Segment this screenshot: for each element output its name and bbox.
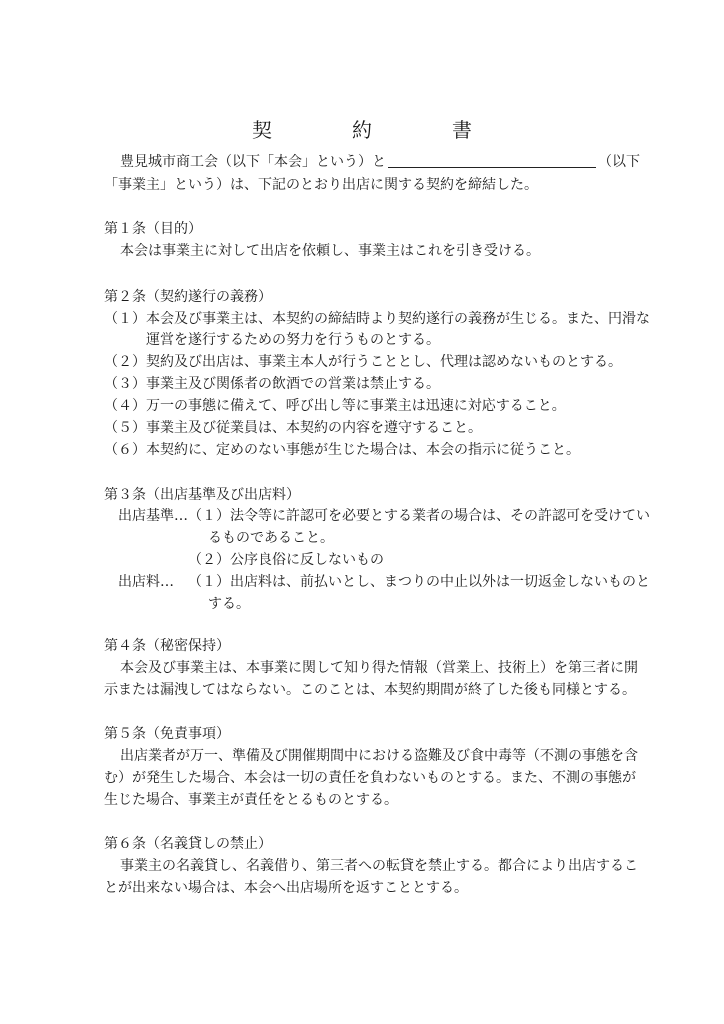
intro-text-pre: 豊見城市商工会（以下「本会」という）と — [120, 154, 386, 170]
article2-item3: （３）事業主及び関係者の飲酒での営業は禁止する。 — [104, 376, 440, 392]
article1-body: 本会は事業主に対して出店を依頼し、事業主はこれを引き受ける。 — [120, 243, 540, 259]
standard1-b: るものであること。 — [208, 530, 334, 546]
article6-heading: 第６条（名義貸しの禁止） — [104, 836, 272, 852]
article4-body-a: 本会及び事業主は、本事業に関して知り得た情報（営業上、技術上）を第三者に開 — [120, 660, 638, 676]
article5-heading: 第５条（免責事項） — [104, 726, 230, 742]
fee1-a: （１）出店料は、前払いとし、まつりの中止以外は一切返金しないものと — [188, 574, 650, 590]
page-title: 契 約 書 — [252, 118, 502, 142]
article6-body-b: とが出来ない場合は、本会へ出店場所を返すこととする。 — [104, 880, 468, 896]
standard2: （２）公序良俗に反しないもの — [188, 552, 384, 568]
fee1-b: する。 — [208, 596, 250, 612]
article5-body-a: 出店業者が万一、準備及び開催期間中における盗難及び食中毒等（不測の事態を含 — [120, 748, 638, 764]
article2-item5: （５）事業主及び従業員は、本契約の内容を遵守すること。 — [104, 420, 482, 436]
article6-body-a: 事業主の名義貸し、名義借り、第三者への転貸を禁止する。都合により出店するこ — [120, 858, 638, 874]
party-name-blank[interactable] — [388, 153, 596, 168]
standard1-a: （１）法令等に許認可を必要とする業者の場合は、その許認可を受けてい — [188, 508, 650, 524]
intro-line-1 — [120, 152, 640, 172]
article5-body-b: む）が発生した場合、本会は一切の責任を負わないものとする。また、不測の事態が — [104, 770, 636, 786]
article1-heading: 第１条（目的） — [104, 221, 202, 237]
intro-line-2: 「事業主」という）は、下記のとおり出店に関する契約を締結した。 — [104, 177, 538, 193]
article3-heading: 第３条（出店基準及び出店料） — [104, 487, 300, 503]
article2-item4: （４）万一の事態に備えて、呼び出し等に事業主は迅速に対応すること。 — [104, 398, 566, 414]
article2-item1-a: （１）本会及び事業主は、本契約の締結時より契約遂行の義務が生じる。また、円滑な — [104, 311, 650, 327]
article2-heading: 第２条（契約遂行の義務） — [104, 289, 272, 305]
article2-item2: （２）契約及び出店は、事業主本人が行うこととし、代理は認めないものとする。 — [104, 354, 622, 370]
standard-label: 出店基準… — [118, 508, 188, 524]
article2-item1-b: 運営を遂行するための努力を行うものとする。 — [146, 332, 440, 348]
article5-body-c: 生じた場合、事業主が責任をとるものとする。 — [104, 792, 398, 808]
intro-text-post: （以下 — [598, 154, 640, 170]
fee-label: 出店料… — [118, 574, 174, 590]
article4-heading: 第４条（秘密保持） — [104, 638, 230, 654]
article2-item6: （６）本契約に、定めのない事態が生じた場合は、本会の指示に従うこと。 — [104, 442, 580, 458]
article4-body-b: 示または漏洩してはならない。このことは、本契約期間が終了した後も同様とする。 — [104, 682, 636, 698]
